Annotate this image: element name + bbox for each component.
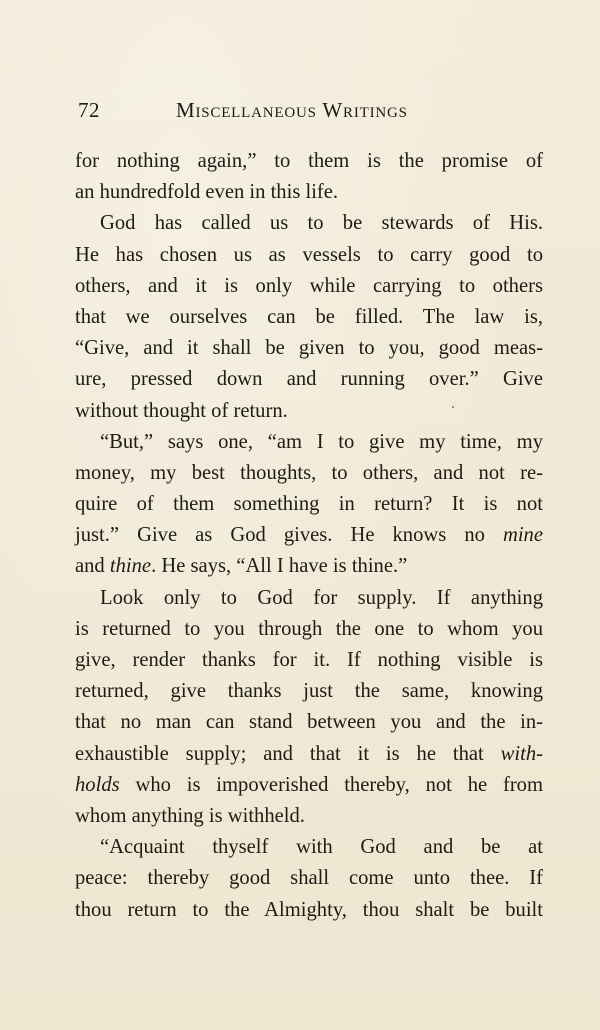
text-line: He has chosen us as vessels to carry good to [75, 243, 543, 266]
text-line: that no man can stand between you and the in- [75, 711, 543, 734]
text-line: others, and it is only while carrying to others [75, 274, 543, 297]
text-line: for nothing again,” to them is the promise of [75, 150, 543, 172]
running-title: Miscellaneous Writings [176, 98, 408, 122]
text-line: money, my best thoughts, to others, and not re- [75, 461, 543, 484]
italic-word: mine [502, 524, 543, 547]
text-run: and [75, 555, 105, 578]
italic-word: with- [500, 742, 543, 765]
text-line [75, 770, 543, 801]
text-line: “Acquaint thyself with God and be at [100, 836, 543, 859]
text-line: is returned to you through the one to whom you [75, 617, 543, 640]
text-run: just.” Give as God gives. He knows no [75, 524, 485, 547]
text-line: whom anything is withheld. [75, 804, 305, 827]
text-line: God has called us to be stewards of His. [100, 212, 543, 235]
text-line [75, 551, 543, 582]
text-run: who is impoverished thereby, not he from [135, 773, 543, 796]
italic-word: holds [75, 773, 120, 796]
page-body-text [75, 146, 543, 926]
text-line: thou return to the Almighty, thou shalt be built [75, 898, 543, 921]
page-number: 72 [78, 98, 100, 122]
page-header [78, 98, 548, 128]
text-run: . He says, “All I have is thine.” [151, 555, 408, 578]
text-line: an hundredfold even in this life. [75, 181, 339, 204]
text-line [75, 739, 543, 770]
text-line: Look only to God for supply. If anything [100, 586, 543, 609]
text-line: “Give, and it shall be given to you, good meas- [75, 337, 543, 360]
text-line: “But,” says one, “am I to give my time, my [100, 430, 543, 453]
paper-mark [452, 406, 454, 408]
text-line: peace: thereby good shall come unto thee. If [75, 867, 543, 890]
text-line: that we ourselves can be filled. The law is, [75, 305, 543, 328]
text-line: quire of them something in return? It is not [75, 493, 543, 516]
text-line: ure, pressed down and running over.” Give [75, 368, 543, 391]
text-run: exhaustible supply; and that it is he that [75, 742, 484, 765]
text-line [75, 520, 543, 551]
text-line: without thought of return. [75, 399, 288, 422]
text-line: give, render thanks for it. If nothing visible is [75, 649, 543, 671]
text-line: returned, give thanks just the same, knowing [75, 680, 543, 703]
italic-word: thine [109, 555, 152, 578]
